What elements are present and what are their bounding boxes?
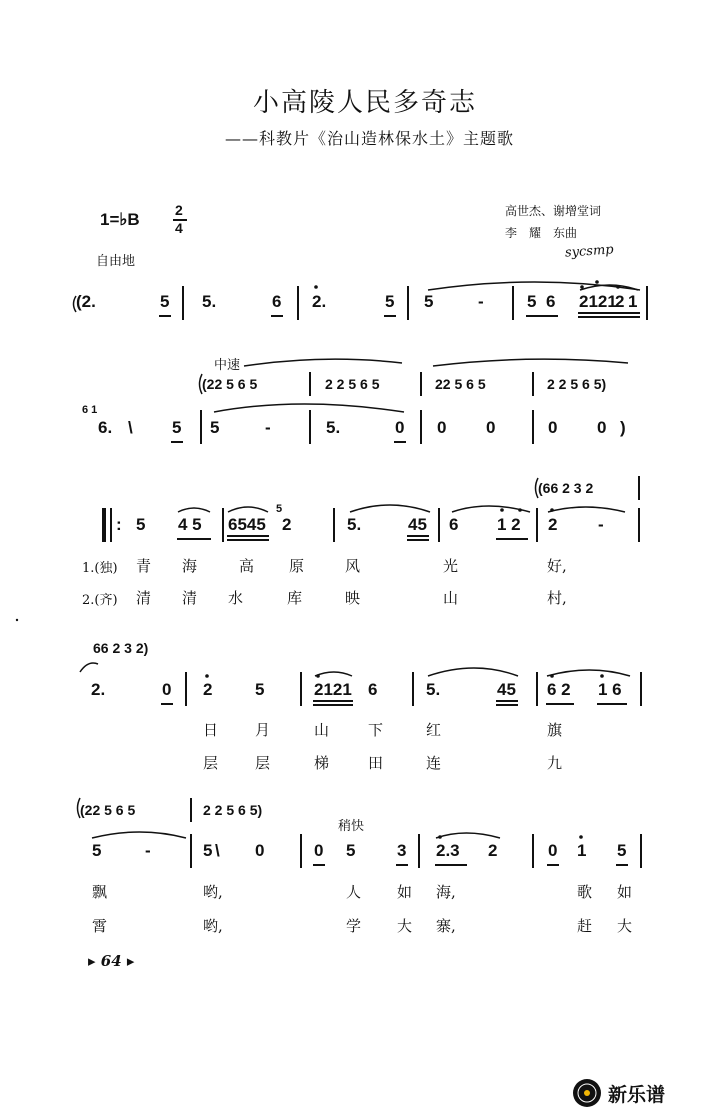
octave-dot: [205, 674, 209, 678]
lyric: 映: [345, 589, 361, 607]
note: 5.: [347, 515, 362, 534]
slur: [428, 282, 640, 290]
note: 45: [497, 680, 516, 699]
upper-part: (66 2 3 2: [538, 480, 594, 496]
octave-dot: [438, 835, 442, 839]
slur: [200, 374, 203, 394]
closing-paren: ): [620, 418, 626, 437]
note: 0: [437, 418, 447, 437]
note: 5: [160, 292, 170, 311]
slur: [436, 833, 500, 838]
note: 1: [577, 841, 587, 860]
lyric: 青: [136, 557, 152, 575]
octave-dot: [550, 508, 554, 512]
note: -: [478, 292, 484, 311]
lyric: 人: [346, 883, 362, 901]
note: 2.: [91, 680, 106, 699]
breath-mark: \: [215, 841, 220, 860]
lyric: 日: [203, 721, 219, 739]
note: 2: [488, 841, 498, 860]
note: 5: [617, 841, 627, 860]
note: 2: [203, 680, 213, 699]
octave-dot: [316, 674, 320, 678]
slur: [178, 508, 210, 512]
key-signature: 1=♭B: [100, 210, 140, 229]
octave-dot: [600, 674, 604, 678]
note: (2.: [76, 292, 96, 311]
note: 0: [597, 418, 607, 437]
note: 2: [548, 515, 558, 534]
lyric: 好,: [547, 557, 567, 575]
note: 2: [282, 515, 292, 534]
note: 6: [546, 292, 556, 311]
slur: [78, 798, 81, 818]
note: 0: [162, 680, 172, 699]
note: 4 5: [178, 515, 202, 534]
lyric: 梯: [314, 754, 330, 772]
lyric: 光: [443, 557, 459, 575]
tempo-faster: 稍快: [338, 819, 365, 834]
upper-part: 2 2 5 6 5): [203, 802, 263, 818]
note: 0: [548, 841, 558, 860]
octave-dot: [580, 285, 584, 289]
note: 5: [203, 841, 213, 860]
note: 5: [136, 515, 146, 534]
octave-dot: [579, 835, 583, 839]
note: 1: [628, 292, 638, 311]
lyric: 层: [203, 754, 219, 772]
page-number-value: 64: [100, 952, 122, 970]
lyric: 哟,: [203, 917, 223, 935]
slur: [350, 505, 430, 512]
octave-dot: [595, 280, 599, 284]
lyric: 飘: [92, 883, 108, 901]
lyric: 山: [314, 721, 330, 739]
time-signature-top: 2: [175, 202, 183, 218]
lyric: 水: [228, 589, 244, 607]
octave-dot: [616, 285, 620, 289]
handwritten-signature: sycsmp: [564, 242, 615, 261]
slur: [315, 672, 352, 676]
lyric: 田: [368, 754, 384, 772]
song-subtitle: ——科教片《治山造林保水土》主题歌: [225, 129, 515, 148]
note: 5: [385, 292, 395, 311]
octave-dot: [518, 508, 522, 512]
lyric: 下: [368, 721, 384, 739]
note: 2.3: [436, 841, 460, 860]
lyric: 霄: [92, 917, 108, 935]
note: 5: [346, 841, 356, 860]
lyric: 学: [346, 917, 362, 935]
note: -: [145, 841, 151, 860]
breath-mark: \: [128, 418, 133, 437]
slur: [580, 285, 638, 290]
upper-part: 22 5 6 5: [435, 376, 486, 392]
lyric: 红: [426, 721, 442, 739]
lyric: 海,: [436, 883, 456, 901]
slur: [80, 663, 98, 672]
upper-part: 66 2 3 2): [93, 640, 149, 656]
slur: [214, 404, 404, 412]
note: 45: [408, 515, 427, 534]
lyric: 层: [255, 754, 271, 772]
slur: [74, 296, 77, 312]
lyric: 高: [239, 557, 255, 575]
note: 6: [449, 515, 459, 534]
slur: [536, 478, 539, 498]
lyric: 清: [136, 589, 152, 607]
note: 5: [255, 680, 265, 699]
tempo-medium: 中速: [214, 358, 241, 373]
octave-dot: [500, 508, 504, 512]
note: 2121: [579, 292, 617, 311]
logo-text: 新乐谱: [608, 1083, 666, 1106]
upper-part: 2 2 5 6 5: [325, 376, 380, 392]
note: 1 2: [497, 515, 521, 534]
lyric: 大: [397, 917, 413, 935]
note: 5.: [426, 680, 441, 699]
octave-dot: [550, 674, 554, 678]
octave-dot: [314, 285, 318, 289]
note: 5.: [326, 418, 341, 437]
lyric: 旗: [547, 721, 563, 739]
repeat-dots: :: [116, 515, 122, 534]
note: 5: [424, 292, 434, 311]
slur: [228, 507, 268, 512]
note: 5: [172, 418, 182, 437]
note: 2121: [314, 680, 352, 699]
slur: [244, 359, 402, 366]
grace-note: 6 1: [82, 404, 98, 416]
note: 6: [272, 292, 282, 311]
lyric: 歌: [577, 883, 593, 901]
time-signature-bottom: 4: [175, 220, 183, 236]
lyric: 村,: [547, 589, 567, 607]
lyric: 库: [287, 589, 303, 607]
note: 5.: [202, 292, 217, 311]
page-number: ▸ 64 ▸: [88, 952, 135, 970]
note: -: [265, 418, 271, 437]
upper-part: 2 2 5 6 5): [547, 376, 607, 392]
note: 0: [548, 418, 558, 437]
song-title: 小高陵人民多奇志: [253, 88, 478, 118]
note: 0: [395, 418, 405, 437]
octave-dot: [16, 619, 18, 621]
note: 6 2: [547, 680, 571, 699]
lyric: 月: [255, 721, 271, 739]
slur: [92, 832, 186, 838]
verse-2-prefix: 2.(齐): [82, 593, 118, 608]
lyric: 风: [345, 557, 361, 575]
lyricist-credit: 高世杰、谢增堂词: [505, 204, 602, 218]
upper-part: (22 5 6 5: [202, 376, 258, 392]
note: 5: [527, 292, 537, 311]
note: 5: [92, 841, 102, 860]
logo: [572, 1078, 665, 1108]
lyric: 如: [397, 883, 413, 901]
note: 5: [210, 418, 220, 437]
lyric: 大: [617, 917, 633, 935]
slur: [547, 670, 630, 676]
slur: [433, 359, 628, 366]
grace-note: 5: [276, 503, 283, 515]
lyric: 赶: [577, 917, 593, 935]
note: 6: [368, 680, 378, 699]
note: 1 6: [598, 680, 622, 699]
composer-credit: 李 耀 东曲: [505, 226, 578, 240]
lyric: 海: [182, 557, 198, 575]
note: 0: [486, 418, 496, 437]
lyric: 山: [443, 589, 459, 607]
lyric: 如: [617, 883, 633, 901]
music-disc-icon: [572, 1078, 602, 1108]
note: 6.: [98, 418, 113, 437]
note: 0: [255, 841, 265, 860]
lyric: 九: [547, 754, 563, 772]
lyric: 清: [182, 589, 198, 607]
note: 2: [615, 292, 625, 311]
note: 0: [314, 841, 324, 860]
note: 3: [397, 841, 407, 860]
lyric: 连: [426, 754, 442, 772]
note: 6545: [228, 515, 266, 534]
slur: [452, 506, 530, 512]
slur: [548, 507, 625, 512]
note: -: [598, 515, 604, 534]
lyric: 原: [289, 557, 305, 575]
verse-1-prefix: 1.(独): [82, 561, 118, 576]
lyric: 寨,: [436, 917, 456, 935]
tempo-free: 自由地: [96, 254, 136, 269]
note: 2.: [312, 292, 327, 311]
lyric: 哟,: [203, 883, 223, 901]
slur: [428, 668, 518, 676]
upper-part: (22 5 6 5: [80, 802, 136, 818]
